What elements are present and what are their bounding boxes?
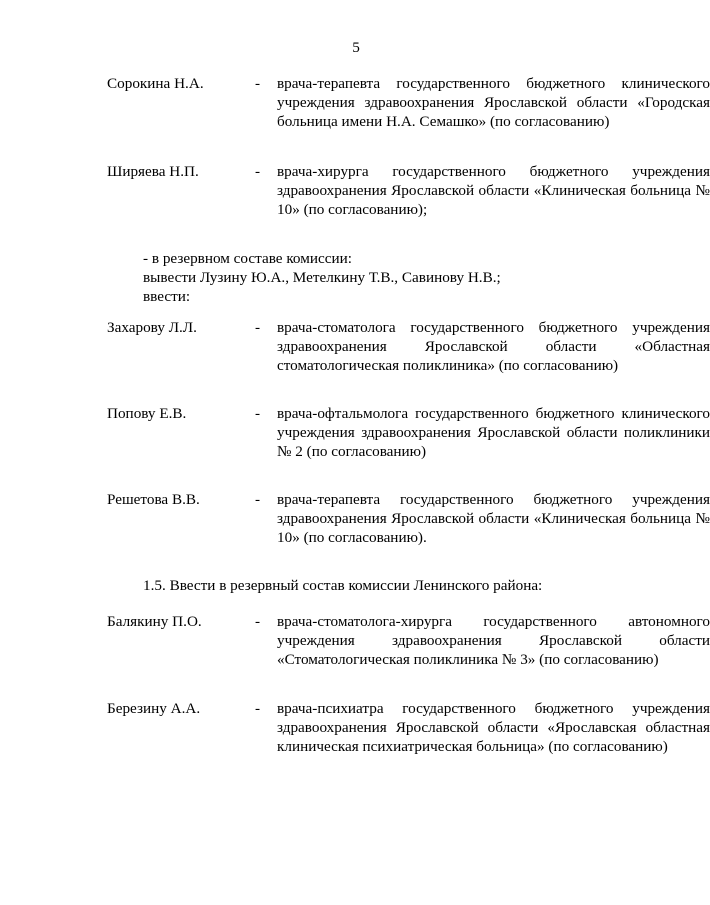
page-number: 5 [352,39,360,56]
member-description: врача-терапевта государственного бюджетного клинического учреждения здравоохранения Ярославской области «Городская больница имени Н.А. Семашко» (по согласованию) [277,75,710,130]
member-name: Решетова В.В. [107,491,200,508]
member-name: Попову Е.В. [107,405,187,422]
member-description: врача-офтальмолога государственного бюджетного клинического учреждения здравоохранения Ярославской области поликлиники № 2 (по согласованию) [277,405,710,460]
separator-dash: - [255,319,261,336]
member-name: Захарову Л.Л. [107,319,197,336]
member-description: врача-стоматолога-хирурга государственного автономного учреждения здравоохранения Ярославской области «Стоматологическая поликлиника № 3» (по согласованию) [277,613,710,668]
reserve-composition-block [143,249,603,306]
member-description: врача-психиатра государственного бюджетного учреждения здравоохранения Ярославской области «Ярославская областная клиническая психиатрическая больница» (по согласованию) [277,700,710,755]
separator-dash: - [255,700,261,717]
member-description: врача-терапевта государственного бюджетного учреждения здравоохранения Ярославской области «Клиническая больница № 10» (по согласованию). [277,491,710,546]
reserve-add-line: ввести: [143,288,191,305]
separator-dash: - [255,491,261,508]
member-name: Березину А.А. [107,700,201,717]
member-name: Ширяева Н.П. [107,163,199,180]
separator-dash: - [255,613,261,630]
section-1-5-heading: 1.5. Ввести в резервный состав комиссии Ленинского района: [143,577,543,594]
separator-dash: - [255,405,261,422]
reserve-heading: - в резервном составе комиссии: [143,250,352,267]
separator-dash: - [255,163,261,180]
member-name: Балякину П.О. [107,613,202,630]
member-description: врача-хирурга государственного бюджетного учреждения здравоохранения Ярославской области «Клиническая больница № 10» (по согласованию); [277,163,710,218]
member-description: врача-стоматолога государственного бюджетного учреждения здравоохранения Ярославской области «Областная стоматологическая поликлиника» (по согласованию) [277,319,710,374]
separator-dash: - [255,75,261,92]
member-name: Сорокина Н.А. [107,75,204,92]
reserve-remove-line: вывести Лузину Ю.А., Метелкину Т.В., Савинову Н.В.; [143,269,501,286]
